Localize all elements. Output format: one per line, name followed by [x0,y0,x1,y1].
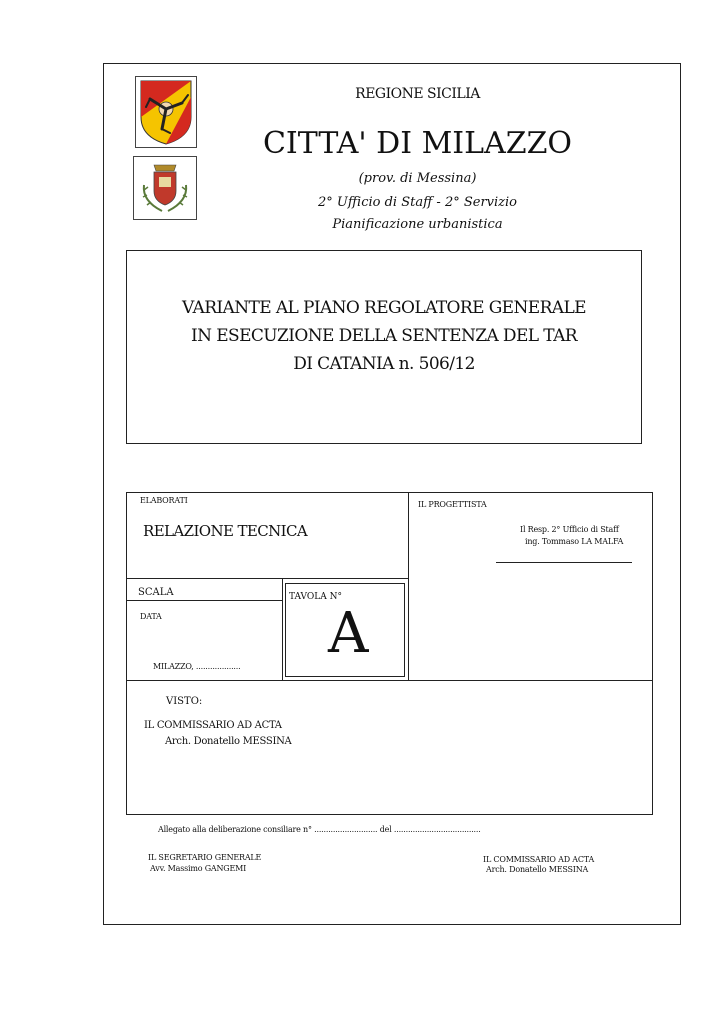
tavola-label: TAVOLA N° [289,592,342,602]
region-name: REGIONE SICILIA [355,86,480,102]
department-name: Pianificazione urbanistica [332,217,503,232]
progettista-label: IL PROGETTISTA [418,500,487,509]
segretario-title: IL SEGRETARIO GENERALE [148,853,262,862]
data-label: DATA [140,612,162,621]
segretario-name: Avv. Massimo GANGEMI [150,864,247,873]
tavola-value: A [328,601,369,666]
divider [126,600,282,601]
signature-line [496,562,632,563]
milazzo-coat-of-arms-icon [133,156,197,220]
progettista-role: Il Resp. 2° Ufficio di Staff [520,525,619,534]
commissario-name: Arch. Donatello MESSINA [165,736,292,747]
visto-label: VISTO: [166,696,203,707]
divider [126,578,408,579]
city-name: CITTA' DI MILAZZO [262,126,573,161]
place-date: MILAZZO, ................... [153,662,241,671]
province-name: (prov. di Messina) [358,171,477,186]
title-line-3: DI CATANIA n. 506/12 [293,354,475,374]
progettista-name: ing. Tommaso LA MALFA [525,537,624,546]
commissario-title: IL COMMISSARIO AD ACTA [144,720,282,731]
elaborati-value: RELAZIONE TECNICA [143,522,308,540]
divider [126,680,653,681]
office-name: 2° Ufficio di Staff - 2° Servizio [317,195,518,210]
scala-label: SCALA [138,587,174,598]
sicily-coat-of-arms-icon [135,76,197,148]
title-box [126,250,642,444]
commissario2-name: Arch. Donatello MESSINA [486,865,589,874]
divider [282,578,283,680]
divider [408,492,409,680]
elaborati-label: ELABORATI [140,496,188,505]
title-line-2: IN ESECUZIONE DELLA SENTENZA DEL TAR [191,326,577,346]
allegato-text: Allegato alla deliberazione consiliare n° ........................... del ..................................... [158,825,481,834]
commissario2-title: IL COMMISSARIO AD ACTA [483,855,595,864]
title-line-1: VARIANTE AL PIANO REGOLATORE GENERALE [182,298,586,318]
